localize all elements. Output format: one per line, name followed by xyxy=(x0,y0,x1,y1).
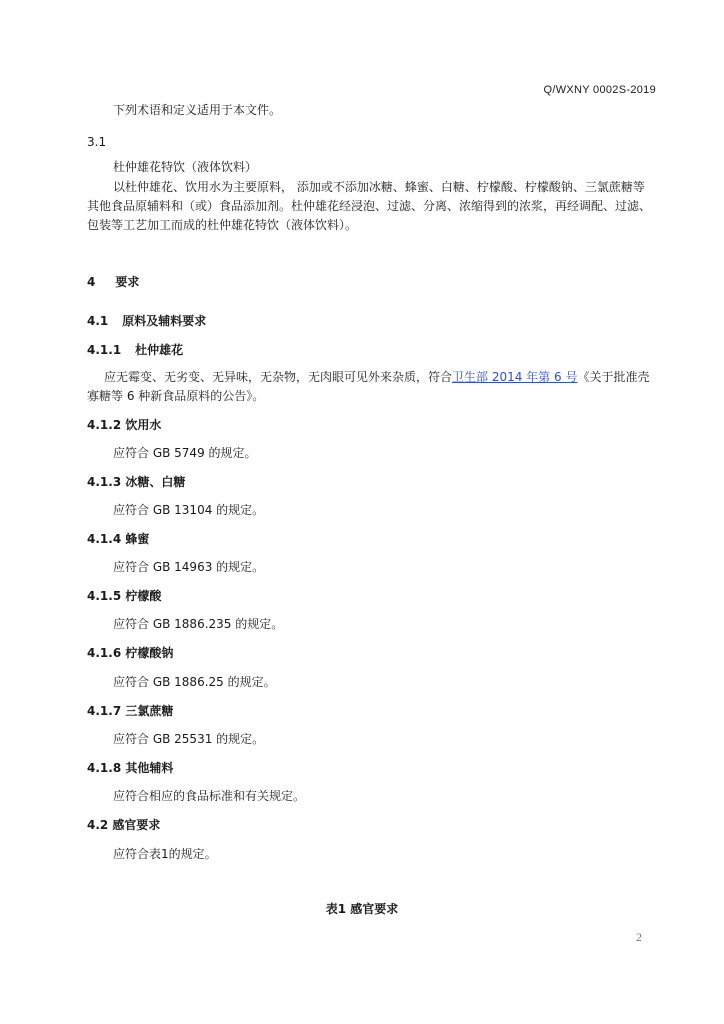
section-4-1-3-text: 应符合 GB 13104 的规定。 xyxy=(113,503,265,517)
eucommia-requirement-line-2: 寡糖等 6 种新食品原料的公告》。 xyxy=(87,389,265,403)
section-4-title: 要求 xyxy=(115,275,140,289)
section-4-1-1-heading xyxy=(87,341,183,359)
section-4-1-6-text: 应符合 GB 1886.25 的规定。 xyxy=(113,675,276,689)
announcement-title: 《关于批准壳 xyxy=(577,370,650,384)
page-number: 2 xyxy=(636,930,642,944)
section-4-1-4-text: 应符合 GB 14963 的规定。 xyxy=(113,560,265,574)
section-4-1-4-heading: 4.1.4 蜂蜜 xyxy=(87,532,150,546)
regulation-link[interactable]: 卫生部 2014 年第 6 号 xyxy=(452,370,578,384)
definition-line-3: 包装等工艺加工而成的杜仲雄花特饮（液体饮料）。 xyxy=(87,218,358,232)
table-caption: 表1 感官要求 xyxy=(325,902,399,916)
requirement-text: 应无霉变、无劣变、无异味，无杂物，无肉眼可见外来杂质，符合 xyxy=(104,370,453,384)
section-4-1-heading xyxy=(87,312,206,330)
definition-line-1: 以杜仲雄花、饮用水为主要原料， 添加或不添加冰糖、蜂蜜、白糖、柠檬酸、柠檬酸钠、三氯蔗糖等 xyxy=(113,180,645,194)
section-4-1-5-text: 应符合 GB 1886.235 的规定。 xyxy=(113,617,284,631)
section-4-1-title: 原料及辅料要求 xyxy=(122,314,207,328)
document-code: Q/WXNY 0002S-2019 xyxy=(543,84,656,96)
eucommia-requirement-line-1 xyxy=(104,368,649,386)
section-4-2-text: 应符合表1的规定。 xyxy=(113,847,217,861)
section-4-1-6-heading: 4.1.6 柠檬酸钠 xyxy=(87,646,174,660)
section-4-number: 4 xyxy=(87,275,96,289)
section-4-1-2-heading: 4.1.2 饮用水 xyxy=(87,418,162,432)
section-4-1-1-number: 4.1.1 xyxy=(87,343,122,357)
section-4-1-5-heading: 4.1.5 柠檬酸 xyxy=(87,589,162,603)
section-4-1-8-text: 应符合相应的食品标准和有关规定。 xyxy=(113,789,306,803)
section-4-1-8-heading: 4.1.8 其他辅料 xyxy=(87,761,174,775)
term-name: 杜仲雄花特饮（液体饮料） xyxy=(113,160,258,174)
section-4-1-3-heading: 4.1.3 冰糖、白糖 xyxy=(87,475,186,489)
section-4-1-number: 4.1 xyxy=(87,314,109,328)
section-4-heading xyxy=(87,273,139,291)
section-4-1-2-text: 应符合 GB 5749 的规定。 xyxy=(113,446,257,460)
section-4-1-7-text: 应符合 GB 25531 的规定。 xyxy=(113,732,265,746)
section-4-1-7-heading: 4.1.7 三氯蔗糖 xyxy=(87,704,174,718)
clause-number-3-1: 3.1 xyxy=(87,135,107,149)
definition-line-2: 其他食品原辅料和（或）食品添加剂。杜仲雄花经浸泡、过滤、分离、浓缩得到的浓浆，再经调配、过滤、 xyxy=(87,199,652,213)
section-4-1-1-title: 杜仲雄花 xyxy=(135,343,184,357)
section-4-2-heading: 4.2 感官要求 xyxy=(87,818,161,832)
intro-text: 下列术语和定义适用于本文件。 xyxy=(113,103,282,117)
